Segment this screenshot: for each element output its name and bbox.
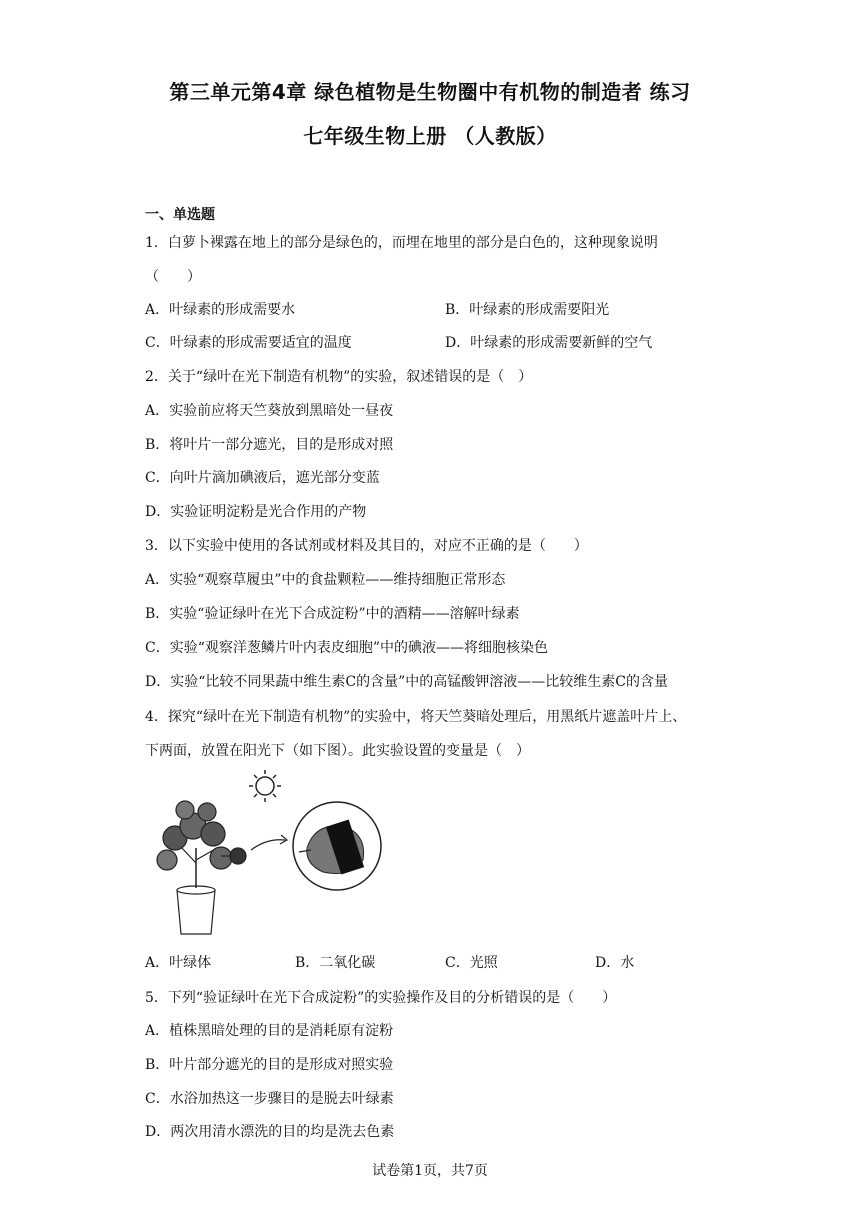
q3-option-b: B．实验“验证绿叶在光下合成淀粉”中的酒精——溶解叶绿素 — [145, 606, 520, 622]
q1-option-a: A．叶绿素的形成需要水 — [145, 302, 296, 318]
q3-stem: 3．以下实验中使用的各试剂或材料及其目的，对应不正确的是（ ） — [145, 538, 588, 554]
q5-option-c: C．水浴加热这一步骤目的是脱去叶绿素 — [145, 1091, 394, 1107]
q1-bracket: （ ） — [145, 269, 201, 285]
geranium-experiment-figure — [145, 768, 385, 938]
q4-option-d: D．水 — [595, 955, 635, 971]
section-title: 一、单选题 — [145, 207, 215, 223]
q1-option-b: B．叶绿素的形成需要阳光 — [445, 302, 610, 318]
q1-option-c: C．叶绿素的形成需要适宜的温度 — [145, 335, 352, 351]
q5-option-a: A．植株黑暗处理的目的是消耗原有淀粉 — [145, 1023, 394, 1039]
q2-stem: 2．关于“绿叶在光下制造有机物”的实验，叙述错误的是（ ） — [145, 369, 533, 385]
arrow-icon — [251, 840, 285, 850]
q4-stem-line2: 下两面，放置在阳光下（如下图）。此实验设置的变量是（ ） — [145, 743, 530, 759]
q4-option-b: B．二氧化碳 — [295, 955, 376, 971]
q2-option-d: D．实验证明淀粉是光合作用的产物 — [145, 504, 367, 520]
q2-option-c: C．向叶片滴加碘液后，遮光部分变蓝 — [145, 470, 380, 486]
q4-stem-line1: 4．探究“绿叶在光下制造有机物”的实验中，将天竺葵暗处理后，用黑纸片遮盖叶片上、 — [145, 709, 687, 725]
q5-stem: 5．下列“验证绿叶在光下合成淀粉”的实验操作及目的分析错误的是（ ） — [145, 990, 617, 1006]
document-title-line1: 第三单元第4章 绿色植物是生物圈中有机物的制造者 练习 — [169, 80, 691, 104]
document-title-line2: 七年级生物上册 （人教版） — [303, 124, 557, 148]
plant-illustration — [157, 801, 246, 934]
q2-option-a: A．实验前应将天竺葵放到黑暗处一昼夜 — [145, 403, 394, 419]
q1-option-d: D．叶绿素的形成需要新鲜的空气 — [445, 335, 653, 351]
page-footer: 试卷第1页，共7页 — [372, 1163, 488, 1179]
sun-icon — [249, 770, 281, 802]
q4-option-a: A．叶绿体 — [145, 955, 212, 971]
q3-option-a: A．实验“观察草履虫”中的食盐颗粒——维持细胞正常形态 — [145, 572, 506, 588]
q5-option-b: B．叶片部分遮光的目的是形成对照实验 — [145, 1057, 394, 1073]
q4-option-c: C．光照 — [445, 955, 498, 971]
q1-stem: 1．白萝卜裸露在地上的部分是绿色的，而埋在地里的部分是白色的，这种现象说明 — [145, 235, 658, 251]
magnified-leaf-illustration — [293, 802, 381, 890]
q3-option-d: D．实验“比较不同果蔬中维生素C的含量”中的高锰酸钾溶液——比较维生素C的含量 — [145, 674, 668, 690]
q3-option-c: C．实验“观察洋葱鳞片叶内表皮细胞”中的碘液——将细胞核染色 — [145, 640, 549, 656]
q5-option-d: D．两次用清水漂洗的目的均是洗去色素 — [145, 1124, 395, 1140]
q2-option-b: B．将叶片一部分遮光，目的是形成对照 — [145, 437, 394, 453]
